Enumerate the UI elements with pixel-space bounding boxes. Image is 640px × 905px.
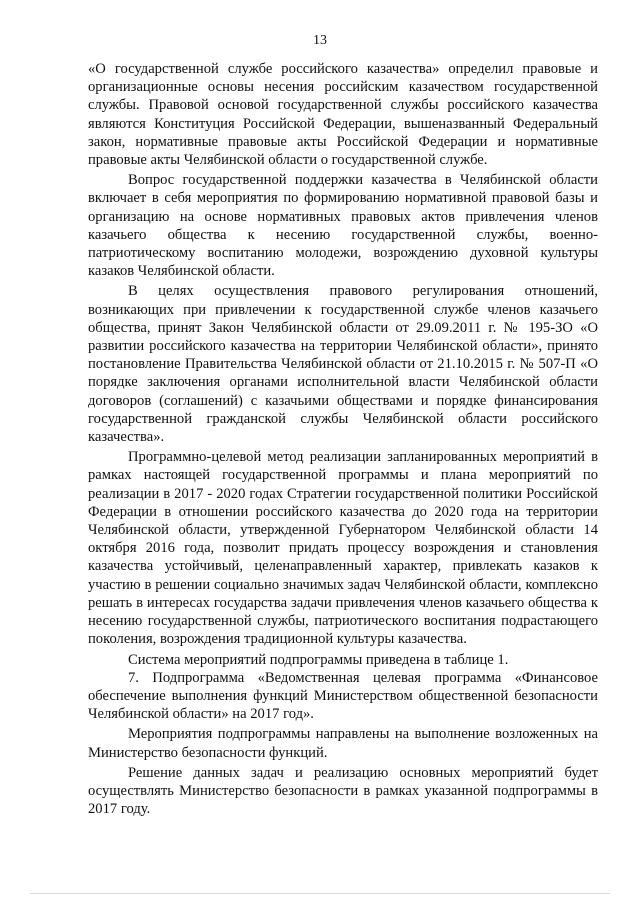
document-body — [88, 60, 598, 818]
page-number: 13 — [313, 33, 327, 48]
paragraph-8: Решение данных задач и реализацию основных мероприятий будет осуществлять Министерство безопасности в рамках указанной подпрограммы в 2017 году. — [88, 764, 598, 818]
paragraph-5: Система мероприятий подпрограммы приведена в таблице 1. — [128, 651, 509, 668]
paragraph-4: Программно-целевой метод реализации запланированных мероприятий в рамках настоящей государственной программы и плана мероприятий по реализации в 2017 - 2020 годах Стратегии государственной политики Российской Федерации в отношении российского казачества до 2020 года на территории Челябинской области, утвержденной Губернатором Челябинской области 14 октября 2016 года, позволит придать процессу возрождения и становления казачества устойчивый, целенаправленный характер, привлекать казаков к участию в решении социально значимых задач Челябинской области, комплексно решать в интересах государства задачи привлечения членов казачьего общества к несению государственной службы, патриотического воспитания подрастающего поколения, возрождения традиционной культуры казачества. — [88, 449, 598, 648]
paragraph-7: Мероприятия подпрограммы направлены на выполнение возложенных на Министерство безопасности функций. — [88, 726, 598, 761]
page-bottom-divider — [30, 893, 610, 894]
paragraph-2: Вопрос государственной поддержки казачества в Челябинской области включает в себя мероприятия по формированию нормативной правовой базы и организацию на основе нормативных правовых актов привлечения членов казачьего общества к несению государственной службы, военно-патриотическому воспитанию молодежи, возрождению духовной культуры казаков Челябинской области. — [88, 172, 598, 280]
paragraph-3: В целях осуществления правового регулирования отношений, возникающих при привлечении к государственной службе членов казачьего общества, принят Закон Челябинской области от 29.09.2011 г. № 195-ЗО «О развитии российского казачества на территории Челябинской области», принято постановление Правительства Челябинской области от 21.10.2015 г. № 507-П «О порядке заключения органами исполнительной власти Челябинской области договоров (соглашений) с казачьими обществами и порядке финансирования государственной гражданской службы Челябинской области российского казачества». — [88, 283, 598, 446]
paragraph-1: «О государственной службе российского казачества» определил правовые и организационные основы несения российским казачеством государственной службы. Правовой основой государственной службы российского казачества являются Конституция Российской Федерации, вышеназванный Федеральный закон, нормативные правовые акты Российской Федерации и нормативные правовые акты Челябинской области о государственной службе. — [88, 61, 598, 169]
paragraph-6: 7. Подпрограмма «Ведомственная целевая программа «Финансовое обеспечение выполнения функций Министерством общественной безопасности Челябинской области» на 2017 год». — [88, 669, 598, 723]
